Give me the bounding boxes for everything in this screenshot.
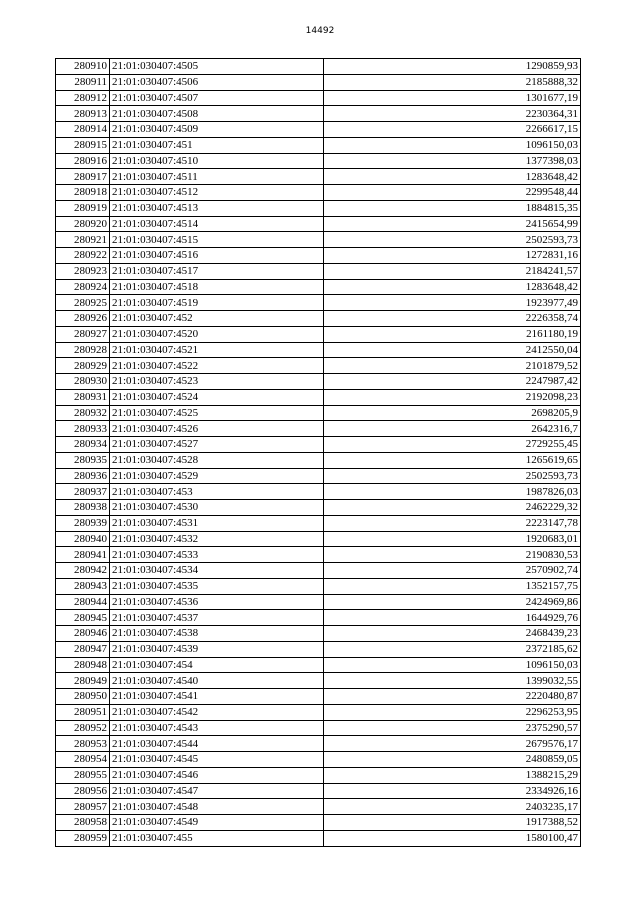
row-number-cell: 280916 bbox=[56, 153, 110, 169]
table-row bbox=[56, 799, 581, 815]
row-number-cell: 280931 bbox=[56, 389, 110, 405]
cadastral-number-cell: 21:01:030407:453 bbox=[110, 484, 324, 500]
row-number-cell: 280959 bbox=[56, 830, 110, 846]
row-number-cell: 280938 bbox=[56, 500, 110, 516]
cadastral-value-cell: 2729255,45 bbox=[324, 437, 581, 453]
table-row bbox=[56, 185, 581, 201]
row-number-cell: 280941 bbox=[56, 547, 110, 563]
cadastral-value-cell: 2468439,23 bbox=[324, 626, 581, 642]
table-row bbox=[56, 767, 581, 783]
table-row bbox=[56, 358, 581, 374]
cadastral-value-cell: 2184241,57 bbox=[324, 263, 581, 279]
cadastral-number-cell: 21:01:030407:4518 bbox=[110, 279, 324, 295]
row-number-cell: 280921 bbox=[56, 232, 110, 248]
cadastral-number-cell: 21:01:030407:4538 bbox=[110, 626, 324, 642]
row-number-cell: 280932 bbox=[56, 405, 110, 421]
cadastral-value-cell: 2334926,16 bbox=[324, 783, 581, 799]
table-row bbox=[56, 594, 581, 610]
cadastral-value-cell: 1283648,42 bbox=[324, 279, 581, 295]
row-number-cell: 280912 bbox=[56, 90, 110, 106]
row-number-cell: 280956 bbox=[56, 783, 110, 799]
cadastral-number-cell: 21:01:030407:4527 bbox=[110, 437, 324, 453]
row-number-cell: 280915 bbox=[56, 137, 110, 153]
row-number-cell: 280934 bbox=[56, 437, 110, 453]
cadastral-number-cell: 21:01:030407:4536 bbox=[110, 594, 324, 610]
cadastral-value-cell: 1096150,03 bbox=[324, 657, 581, 673]
cadastral-number-cell: 21:01:030407:4533 bbox=[110, 547, 324, 563]
cadastral-value-cell: 1884815,35 bbox=[324, 200, 581, 216]
row-number-cell: 280952 bbox=[56, 720, 110, 736]
table-row bbox=[56, 673, 581, 689]
cadastral-value-cell: 1917388,52 bbox=[324, 815, 581, 831]
table-row bbox=[56, 342, 581, 358]
cadastral-number-cell: 21:01:030407:4522 bbox=[110, 358, 324, 374]
row-number-cell: 280940 bbox=[56, 531, 110, 547]
row-number-cell: 280929 bbox=[56, 358, 110, 374]
row-number-cell: 280919 bbox=[56, 200, 110, 216]
row-number-cell: 280930 bbox=[56, 374, 110, 390]
cadastral-number-cell: 21:01:030407:4544 bbox=[110, 736, 324, 752]
table-row bbox=[56, 137, 581, 153]
cadastral-number-cell: 21:01:030407:4532 bbox=[110, 531, 324, 547]
cadastral-value-cell: 1265619,65 bbox=[324, 452, 581, 468]
cadastral-number-cell: 21:01:030407:4509 bbox=[110, 122, 324, 138]
cadastral-value-cell: 2412550,04 bbox=[324, 342, 581, 358]
table-row bbox=[56, 263, 581, 279]
table-row bbox=[56, 484, 581, 500]
table-row bbox=[56, 374, 581, 390]
cadastral-number-cell: 21:01:030407:4515 bbox=[110, 232, 324, 248]
row-number-cell: 280925 bbox=[56, 295, 110, 311]
table-row bbox=[56, 248, 581, 264]
cadastral-value-cell: 2642316,7 bbox=[324, 421, 581, 437]
cadastral-value-cell: 2502593,73 bbox=[324, 232, 581, 248]
table-row bbox=[56, 232, 581, 248]
table-row bbox=[56, 74, 581, 90]
cadastral-value-cell: 2223147,78 bbox=[324, 515, 581, 531]
cadastral-number-cell: 21:01:030407:4535 bbox=[110, 578, 324, 594]
cadastral-value-cell: 2192098,23 bbox=[324, 389, 581, 405]
table-row bbox=[56, 468, 581, 484]
row-number-cell: 280947 bbox=[56, 641, 110, 657]
table-row bbox=[56, 405, 581, 421]
cadastral-number-cell: 21:01:030407:452 bbox=[110, 311, 324, 327]
row-number-cell: 280911 bbox=[56, 74, 110, 90]
cadastral-number-cell: 21:01:030407:4539 bbox=[110, 641, 324, 657]
cadastral-value-cell: 1920683,01 bbox=[324, 531, 581, 547]
cadastral-value-cell: 2403235,17 bbox=[324, 799, 581, 815]
table-row bbox=[56, 830, 581, 846]
row-number-cell: 280923 bbox=[56, 263, 110, 279]
row-number-cell: 280953 bbox=[56, 736, 110, 752]
table-body bbox=[56, 59, 581, 847]
cadastral-value-cell: 2185888,32 bbox=[324, 74, 581, 90]
row-number-cell: 280935 bbox=[56, 452, 110, 468]
table-row bbox=[56, 563, 581, 579]
table-row bbox=[56, 389, 581, 405]
table-row bbox=[56, 689, 581, 705]
cadastral-value-cell: 1399032,55 bbox=[324, 673, 581, 689]
table-row bbox=[56, 279, 581, 295]
cadastral-number-cell: 21:01:030407:4520 bbox=[110, 326, 324, 342]
cadastral-value-cell: 2190830,53 bbox=[324, 547, 581, 563]
table-row bbox=[56, 752, 581, 768]
cadastral-value-cell: 2424969,86 bbox=[324, 594, 581, 610]
cadastral-number-cell: 21:01:030407:4523 bbox=[110, 374, 324, 390]
table-row bbox=[56, 720, 581, 736]
cadastral-value-cell: 2372185,62 bbox=[324, 641, 581, 657]
cadastral-value-cell: 1301677,19 bbox=[324, 90, 581, 106]
cadastral-value-table bbox=[55, 58, 581, 847]
row-number-cell: 280933 bbox=[56, 421, 110, 437]
row-number-cell: 280920 bbox=[56, 216, 110, 232]
row-number-cell: 280927 bbox=[56, 326, 110, 342]
cadastral-value-cell: 2480859,05 bbox=[324, 752, 581, 768]
row-number-cell: 280950 bbox=[56, 689, 110, 705]
cadastral-value-cell: 1352157,75 bbox=[324, 578, 581, 594]
table-row bbox=[56, 437, 581, 453]
cadastral-value-cell: 2101879,52 bbox=[324, 358, 581, 374]
cadastral-value-cell: 2296253,95 bbox=[324, 704, 581, 720]
cadastral-value-cell: 2230364,31 bbox=[324, 106, 581, 122]
row-number-cell: 280951 bbox=[56, 704, 110, 720]
cadastral-value-cell: 1377398,03 bbox=[324, 153, 581, 169]
row-number-cell: 280937 bbox=[56, 484, 110, 500]
cadastral-number-cell: 21:01:030407:4524 bbox=[110, 389, 324, 405]
cadastral-number-cell: 21:01:030407:4549 bbox=[110, 815, 324, 831]
row-number-cell: 280958 bbox=[56, 815, 110, 831]
cadastral-value-cell: 2415654,99 bbox=[324, 216, 581, 232]
cadastral-number-cell: 21:01:030407:4525 bbox=[110, 405, 324, 421]
cadastral-number-cell: 21:01:030407:455 bbox=[110, 830, 324, 846]
cadastral-number-cell: 21:01:030407:4514 bbox=[110, 216, 324, 232]
cadastral-value-cell: 1987826,03 bbox=[324, 484, 581, 500]
cadastral-number-cell: 21:01:030407:4508 bbox=[110, 106, 324, 122]
cadastral-value-cell: 1283648,42 bbox=[324, 169, 581, 185]
row-number-cell: 280943 bbox=[56, 578, 110, 594]
table-row bbox=[56, 421, 581, 437]
row-number-cell: 280945 bbox=[56, 610, 110, 626]
cadastral-number-cell: 21:01:030407:4534 bbox=[110, 563, 324, 579]
table-row bbox=[56, 531, 581, 547]
cadastral-number-cell: 21:01:030407:4519 bbox=[110, 295, 324, 311]
cadastral-value-cell: 2220480,87 bbox=[324, 689, 581, 705]
table-row bbox=[56, 515, 581, 531]
row-number-cell: 280924 bbox=[56, 279, 110, 295]
cadastral-value-cell: 1272831,16 bbox=[324, 248, 581, 264]
cadastral-number-cell: 21:01:030407:4507 bbox=[110, 90, 324, 106]
table-row bbox=[56, 59, 581, 75]
cadastral-value-cell: 1290859,93 bbox=[324, 59, 581, 75]
row-number-cell: 280926 bbox=[56, 311, 110, 327]
row-number-cell: 280918 bbox=[56, 185, 110, 201]
row-number-cell: 280954 bbox=[56, 752, 110, 768]
cadastral-number-cell: 21:01:030407:4540 bbox=[110, 673, 324, 689]
cadastral-number-cell: 21:01:030407:4543 bbox=[110, 720, 324, 736]
row-number-cell: 280936 bbox=[56, 468, 110, 484]
cadastral-value-cell: 2570902,74 bbox=[324, 563, 581, 579]
table-row bbox=[56, 783, 581, 799]
row-number-cell: 280913 bbox=[56, 106, 110, 122]
row-number-cell: 280949 bbox=[56, 673, 110, 689]
cadastral-number-cell: 21:01:030407:4541 bbox=[110, 689, 324, 705]
table-row bbox=[56, 657, 581, 673]
cadastral-number-cell: 21:01:030407:4530 bbox=[110, 500, 324, 516]
table-row bbox=[56, 122, 581, 138]
cadastral-number-cell: 21:01:030407:4511 bbox=[110, 169, 324, 185]
cadastral-number-cell: 21:01:030407:4529 bbox=[110, 468, 324, 484]
row-number-cell: 280944 bbox=[56, 594, 110, 610]
cadastral-value-cell: 2299548,44 bbox=[324, 185, 581, 201]
table-row bbox=[56, 610, 581, 626]
table-row bbox=[56, 500, 581, 516]
cadastral-number-cell: 21:01:030407:4547 bbox=[110, 783, 324, 799]
row-number-cell: 280939 bbox=[56, 515, 110, 531]
table-row bbox=[56, 704, 581, 720]
cadastral-number-cell: 21:01:030407:4510 bbox=[110, 153, 324, 169]
row-number-cell: 280948 bbox=[56, 657, 110, 673]
cadastral-value-cell: 2698205,9 bbox=[324, 405, 581, 421]
cadastral-value-cell: 1096150,03 bbox=[324, 137, 581, 153]
cadastral-number-cell: 21:01:030407:4513 bbox=[110, 200, 324, 216]
cadastral-value-cell: 2462229,32 bbox=[324, 500, 581, 516]
cadastral-value-cell: 1388215,29 bbox=[324, 767, 581, 783]
row-number-cell: 280910 bbox=[56, 59, 110, 75]
table-row bbox=[56, 326, 581, 342]
cadastral-value-cell: 1580100,47 bbox=[324, 830, 581, 846]
cadastral-number-cell: 21:01:030407:4521 bbox=[110, 342, 324, 358]
cadastral-number-cell: 21:01:030407:4537 bbox=[110, 610, 324, 626]
row-number-cell: 280957 bbox=[56, 799, 110, 815]
cadastral-value-cell: 1923977,49 bbox=[324, 295, 581, 311]
table-row bbox=[56, 641, 581, 657]
table-row bbox=[56, 815, 581, 831]
table-row bbox=[56, 547, 581, 563]
row-number-cell: 280955 bbox=[56, 767, 110, 783]
table-row bbox=[56, 452, 581, 468]
cadastral-number-cell: 21:01:030407:454 bbox=[110, 657, 324, 673]
cadastral-number-cell: 21:01:030407:4528 bbox=[110, 452, 324, 468]
cadastral-value-cell: 2502593,73 bbox=[324, 468, 581, 484]
table-row bbox=[56, 578, 581, 594]
cadastral-number-cell: 21:01:030407:4517 bbox=[110, 263, 324, 279]
cadastral-value-cell: 2161180,19 bbox=[324, 326, 581, 342]
cadastral-value-cell: 2679576,17 bbox=[324, 736, 581, 752]
cadastral-number-cell: 21:01:030407:4505 bbox=[110, 59, 324, 75]
table-row bbox=[56, 295, 581, 311]
cadastral-number-cell: 21:01:030407:4542 bbox=[110, 704, 324, 720]
row-number-cell: 280914 bbox=[56, 122, 110, 138]
cadastral-number-cell: 21:01:030407:4526 bbox=[110, 421, 324, 437]
cadastral-number-cell: 21:01:030407:4545 bbox=[110, 752, 324, 768]
cadastral-number-cell: 21:01:030407:4531 bbox=[110, 515, 324, 531]
table-row bbox=[56, 106, 581, 122]
table-row bbox=[56, 626, 581, 642]
row-number-cell: 280942 bbox=[56, 563, 110, 579]
table-row bbox=[56, 169, 581, 185]
cadastral-number-cell: 21:01:030407:4546 bbox=[110, 767, 324, 783]
cadastral-number-cell: 21:01:030407:4516 bbox=[110, 248, 324, 264]
table-row bbox=[56, 216, 581, 232]
cadastral-number-cell: 21:01:030407:4506 bbox=[110, 74, 324, 90]
cadastral-number-cell: 21:01:030407:4512 bbox=[110, 185, 324, 201]
table-row bbox=[56, 736, 581, 752]
row-number-cell: 280928 bbox=[56, 342, 110, 358]
cadastral-value-cell: 2226358,74 bbox=[324, 311, 581, 327]
table-row bbox=[56, 153, 581, 169]
table-row bbox=[56, 90, 581, 106]
cadastral-value-cell: 2247987,42 bbox=[324, 374, 581, 390]
cadastral-number-cell: 21:01:030407:451 bbox=[110, 137, 324, 153]
cadastral-value-cell: 2375290,57 bbox=[324, 720, 581, 736]
cadastral-number-cell: 21:01:030407:4548 bbox=[110, 799, 324, 815]
row-number-cell: 280922 bbox=[56, 248, 110, 264]
page-number: 14492 bbox=[305, 26, 335, 36]
cadastral-value-cell: 1644929,76 bbox=[324, 610, 581, 626]
row-number-cell: 280946 bbox=[56, 626, 110, 642]
table-row bbox=[56, 311, 581, 327]
cadastral-value-cell: 2266617,15 bbox=[324, 122, 581, 138]
table-row bbox=[56, 200, 581, 216]
row-number-cell: 280917 bbox=[56, 169, 110, 185]
